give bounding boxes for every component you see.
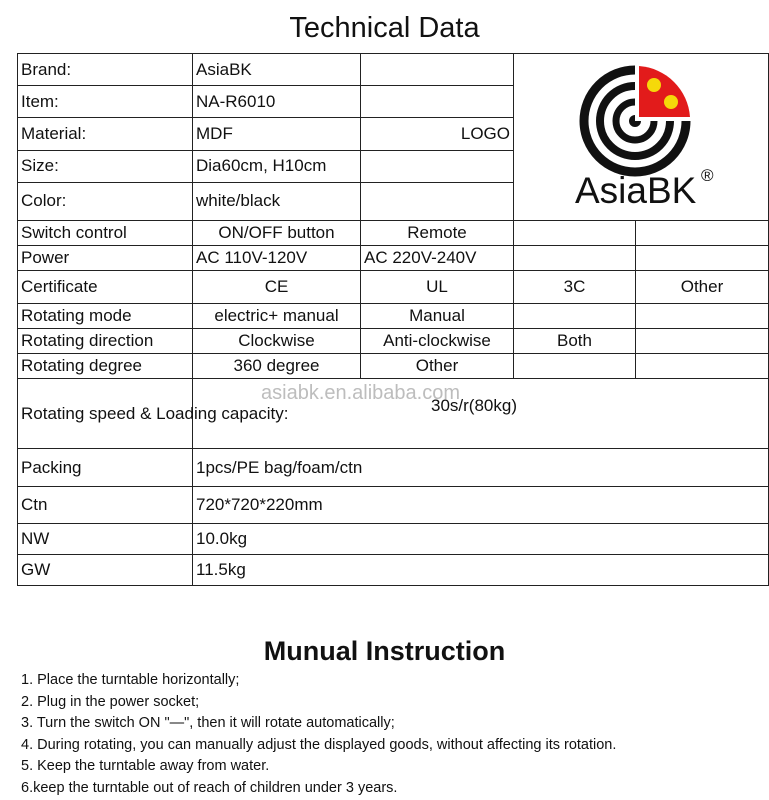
- table-row: [18, 555, 769, 586]
- empty-cell: [361, 150, 514, 182]
- empty-cell: [514, 354, 636, 379]
- logo-brand-text: AsiaBK: [575, 170, 697, 211]
- rotating-speed-value: 30s/r(80kg): [431, 396, 517, 415]
- brand-value: AsiaBK: [193, 54, 361, 86]
- color-value: white/black: [193, 182, 361, 220]
- rotating-degree-option: 360 degree: [193, 354, 361, 379]
- empty-cell: [514, 221, 636, 246]
- rotating-degree-label: Rotating degree: [18, 354, 193, 379]
- table-row: [18, 449, 769, 487]
- rotating-mode-label: Rotating mode: [18, 304, 193, 329]
- table-row: [18, 221, 769, 246]
- registered-mark: ®: [701, 166, 714, 185]
- material-label: Material:: [18, 118, 193, 150]
- rotating-direction-option: Clockwise: [193, 329, 361, 354]
- packing-label: Packing: [18, 449, 193, 487]
- table-row: [18, 271, 769, 304]
- table-row: [18, 354, 769, 379]
- rotating-speed-cell: [193, 379, 769, 449]
- table-row: [18, 524, 769, 555]
- manual-steps-list: [21, 670, 616, 799]
- rotating-speed-label: Rotating speed & Loading capacity:: [18, 379, 193, 449]
- size-label: Size:: [18, 150, 193, 182]
- power-label: Power: [18, 246, 193, 271]
- nw-label: NW: [18, 524, 193, 555]
- certificate-option: Other: [636, 271, 769, 304]
- pizza-wedge-icon: [635, 64, 692, 121]
- rotating-mode-option: Manual: [361, 304, 514, 329]
- technical-data-table: [17, 53, 769, 586]
- packing-value: 1pcs/PE bag/foam/ctn: [193, 449, 769, 487]
- list-item: 5. Keep the turntable away from water.: [21, 758, 270, 774]
- switch-control-label: Switch control: [18, 221, 193, 246]
- nw-value: 10.0kg: [193, 524, 769, 555]
- switch-option: ON/OFF button: [193, 221, 361, 246]
- empty-cell: [636, 221, 769, 246]
- logo-cell: [514, 54, 769, 221]
- empty-cell: [361, 54, 514, 86]
- gw-value: 11.5kg: [193, 555, 769, 586]
- size-value: Dia60cm, H10cm: [193, 150, 361, 182]
- asiabk-logo: [519, 57, 759, 217]
- empty-cell: [361, 86, 514, 118]
- logo-label: LOGO: [361, 118, 514, 150]
- rotating-mode-option: electric+ manual: [193, 304, 361, 329]
- empty-cell: [636, 246, 769, 271]
- empty-cell: [636, 329, 769, 354]
- power-option: AC 220V-240V: [361, 246, 514, 271]
- table-row: [18, 487, 769, 524]
- color-label: Color:: [18, 182, 193, 220]
- material-value: MDF: [193, 118, 361, 150]
- gw-label: GW: [18, 555, 193, 586]
- power-option: AC 110V-120V: [193, 246, 361, 271]
- empty-cell: [636, 354, 769, 379]
- switch-option: Remote: [361, 221, 514, 246]
- table-row: [18, 54, 769, 86]
- manual-title: Munual Instruction: [263, 636, 506, 666]
- watermark-text: asiabk.en.alibaba.com: [261, 382, 461, 404]
- list-item: 3. Turn the switch ON "—", then it will rotate automatically;: [21, 715, 395, 731]
- empty-cell: [361, 182, 514, 220]
- empty-cell: [514, 304, 636, 329]
- ctn-label: Ctn: [18, 487, 193, 524]
- item-label: Item:: [18, 86, 193, 118]
- rotating-direction-label: Rotating direction: [18, 329, 193, 354]
- ctn-value: 720*720*220mm: [193, 487, 769, 524]
- brand-label: Brand:: [18, 54, 193, 86]
- certificate-option: 3C: [514, 271, 636, 304]
- table-row: [18, 246, 769, 271]
- rotating-direction-option: Both: [514, 329, 636, 354]
- certificate-label: Certificate: [18, 271, 193, 304]
- rotating-degree-option: Other: [361, 354, 514, 379]
- table-row: [18, 329, 769, 354]
- list-item: 1. Place the turntable horizontally;: [21, 672, 240, 688]
- empty-cell: [636, 304, 769, 329]
- list-item: 6.keep the turntable out of reach of children under 3 years.: [21, 779, 398, 796]
- certificate-option: UL: [361, 271, 514, 304]
- table-row: [18, 304, 769, 329]
- item-value: NA-R6010: [193, 86, 361, 118]
- list-item: 4. During rotating, you can manually adjust the displayed goods, without affecting its rotation.: [21, 736, 617, 753]
- rotating-direction-option: Anti-clockwise: [361, 329, 514, 354]
- list-item: 2. Plug in the power socket;: [21, 693, 200, 710]
- page-title: Technical Data: [289, 12, 480, 44]
- empty-cell: [514, 246, 636, 271]
- table-row: [18, 379, 769, 449]
- certificate-option: CE: [193, 271, 361, 304]
